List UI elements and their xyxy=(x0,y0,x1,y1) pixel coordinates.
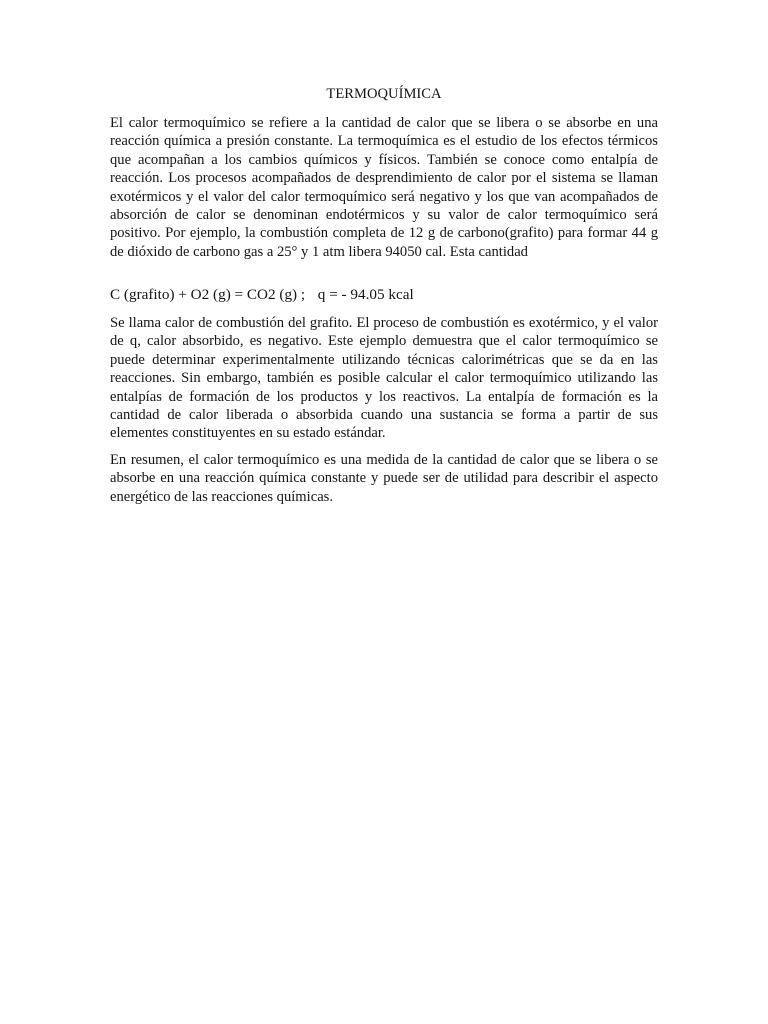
paragraph-summary: En resumen, el calor termoquímico es una medida de la cantidad de calor que se libera o se absorbe en una reacción química constante y puede ser de utilidad para describir el aspecto energético de las reacciones químicas. xyxy=(110,452,658,505)
equation-heat-value: q = - 94.05 kcal xyxy=(317,286,414,303)
equation-reaction: C (grafito) + O2 (g) = CO2 (g) ; xyxy=(110,286,306,303)
chemical-equation xyxy=(110,286,658,304)
document-title: TERMOQUÍMICA xyxy=(326,86,442,102)
paragraph-intro: El calor termoquímico se refiere a la cantidad de calor que se libera o se absorbe en una reacción química a presión constante. La termoquímica es el estudio de los efectos térmicos que acompañan a los cambios químicos y físicos. También se conoce como entalpía de reacción. Los procesos acompañados de desprendimiento de calor por el sistema se llaman exotérmicos y el valor del calor termoquímico será negativo y los que van acompañados de absorción de calor se denominan endotérmicos y su valor de calor termoquímico será positivo. Por ejemplo, la combustión completa de 12 g de carbono(grafito) para formar 44 g de dióxido de carbono gas a 25° y 1 atm libera 94050 cal. Esta cantidad xyxy=(110,115,658,260)
paragraph-combustion: Se llama calor de combustión del grafito. El proceso de combustión es exotérmico, y el valor de q, calor absorbido, es negativo. Este ejemplo demuestra que el calor termoquímico se puede determinar experimentalmente utilizando técnicas calorimétricas que se da en las reacciones. Sin embargo, también es posible calcular el calor termoquímico utilizando las entalpías de formación de los productos y los reactivos. La entalpía de formación es la cantidad de calor liberada o absorbida cuando una sustancia se forma a partir de sus elementes constituyentes en su estado estándar. xyxy=(110,315,658,442)
